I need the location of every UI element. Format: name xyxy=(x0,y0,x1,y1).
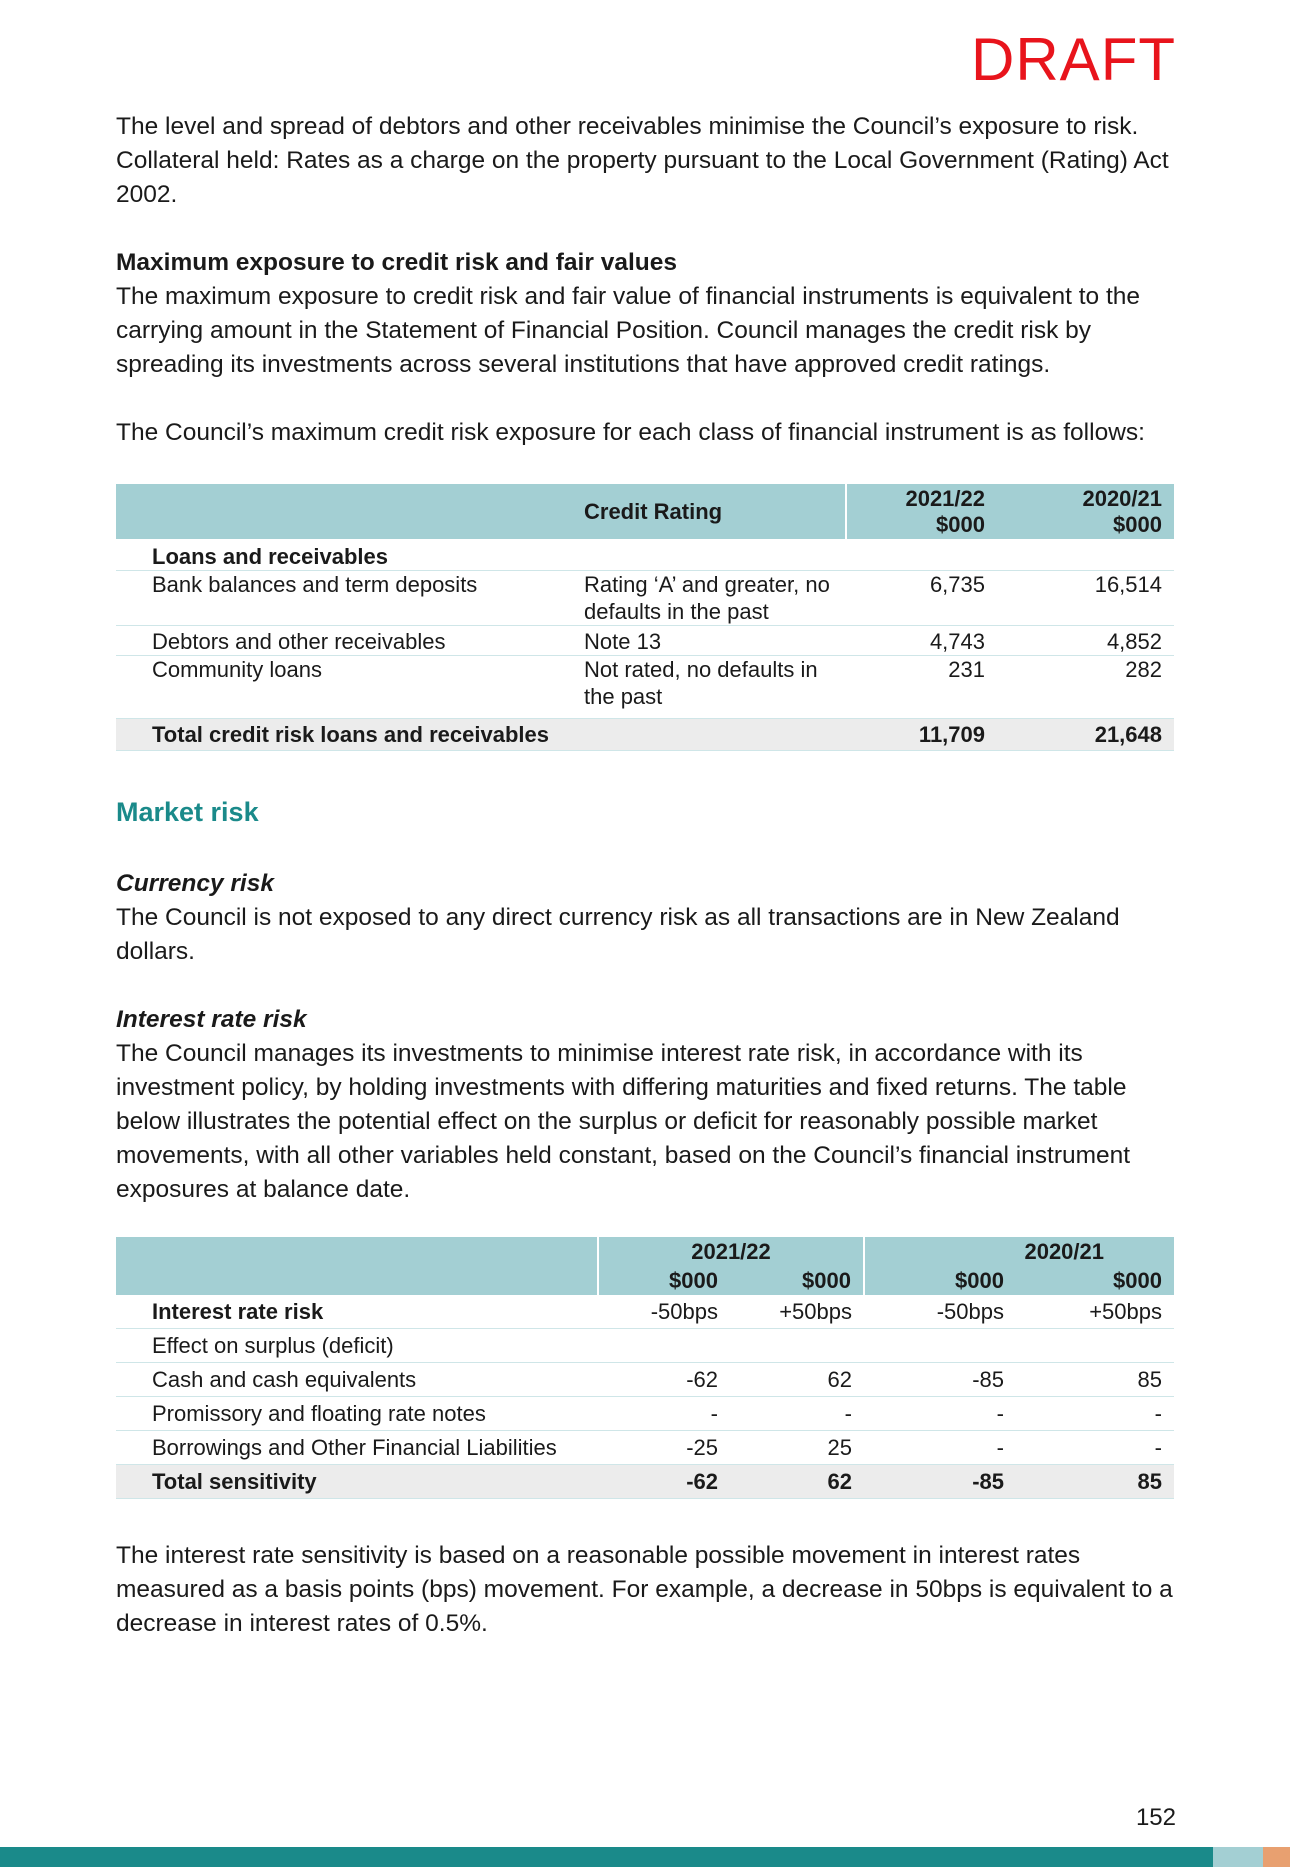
interest-rate-risk-paragraph: The Council manages its investments to minimise interest rate risk, in accordance with its investment policy, by holding investments with differing maturities and fixed returns. The table below illustrates the potential effect on the surplus or deficit for reasonably possible market movements, with all other variables held constant, based on the Council’s financial instrument exposures at balance date. xyxy=(116,1040,1131,1203)
sensitivity-year-header xyxy=(116,1237,1174,1266)
credit-risk-table xyxy=(116,484,1174,751)
market-risk-heading: Market risk xyxy=(116,797,259,827)
category-row: Loans and receivables xyxy=(116,539,1174,571)
closing-paragraph: The interest rate sensitivity is based on a reasonable possible movement in interest rates measured as a basis points (bps) movement. For example, a decrease in 50bps is equivalent to a decrease in interest rates of 0.5%. xyxy=(116,1542,1173,1637)
table-row: Effect on surplus (deficit) xyxy=(116,1329,1174,1363)
total-row: Total sensitivity -62 62 -85 85 xyxy=(116,1465,1174,1499)
draft-watermark: DRAFT xyxy=(971,26,1176,93)
table-row: Promissory and floating rate notes - - - - xyxy=(116,1397,1174,1431)
sensitivity-table xyxy=(116,1237,1174,1499)
sensitivity-year1-header: 2021/22 xyxy=(598,1237,864,1266)
max-exposure-heading: Maximum exposure to credit risk and fair values xyxy=(116,249,677,276)
interest-rate-risk-heading: Interest rate risk xyxy=(116,1006,307,1033)
sensitivity-unit-header: $000 $000 $000 $000 xyxy=(116,1266,1174,1295)
max-exposure-intro-paragraph: The Council’s maximum credit risk exposure for each class of financial instrument is as follows: xyxy=(116,419,1145,446)
table-row: Bank balances and term deposits Rating ‘A’ and greater, no defaults in the past 6,735 16,514 xyxy=(116,571,1174,626)
currency-risk-heading: Currency risk xyxy=(116,870,274,897)
table-row: Borrowings and Other Financial Liabilities -25 25 - - xyxy=(116,1431,1174,1465)
intro-paragraph: The level and spread of debtors and other receivables minimise the Council’s exposure to risk. Collateral held: Rates as a charge on the property pursuant to the Local Government (Rating) Act 2002. xyxy=(116,113,1169,208)
footer-bar-accent-2 xyxy=(1263,1847,1290,1867)
table-row: Cash and cash equivalents -62 62 -85 85 xyxy=(116,1363,1174,1397)
sensitivity-year2-header: 2020/21 xyxy=(864,1237,1174,1266)
footer-bar xyxy=(0,1847,1213,1867)
credit-table-header xyxy=(116,484,1174,539)
year1-header: 2021/22 $000 xyxy=(846,484,997,539)
year2-header: 2020/21 $000 xyxy=(997,484,1174,539)
total-row: Total credit risk loans and receivables 11,709 21,648 xyxy=(116,719,1174,751)
page-content xyxy=(116,110,1176,1641)
footer-bar-accent xyxy=(1213,1847,1263,1867)
table-row: Interest rate risk -50bps +50bps -50bps +50bps xyxy=(116,1295,1174,1329)
table-row: Community loans Not rated, no defaults in the past 231 282 xyxy=(116,656,1174,719)
max-exposure-paragraph: The maximum exposure to credit risk and fair value of financial instruments is equivalent to the carrying amount in the Statement of Financial Position. Council manages the credit risk by spreading its investments across several institutions that have approved credit ratings. xyxy=(116,283,1141,378)
credit-rating-header: Credit Rating xyxy=(572,484,846,539)
table-row: Debtors and other receivables Note 13 4,743 4,852 xyxy=(116,626,1174,656)
page-number: 152 xyxy=(1135,1804,1176,1831)
currency-risk-paragraph: The Council is not exposed to any direct currency risk as all transactions are in New Zealand dollars. xyxy=(116,904,1120,965)
